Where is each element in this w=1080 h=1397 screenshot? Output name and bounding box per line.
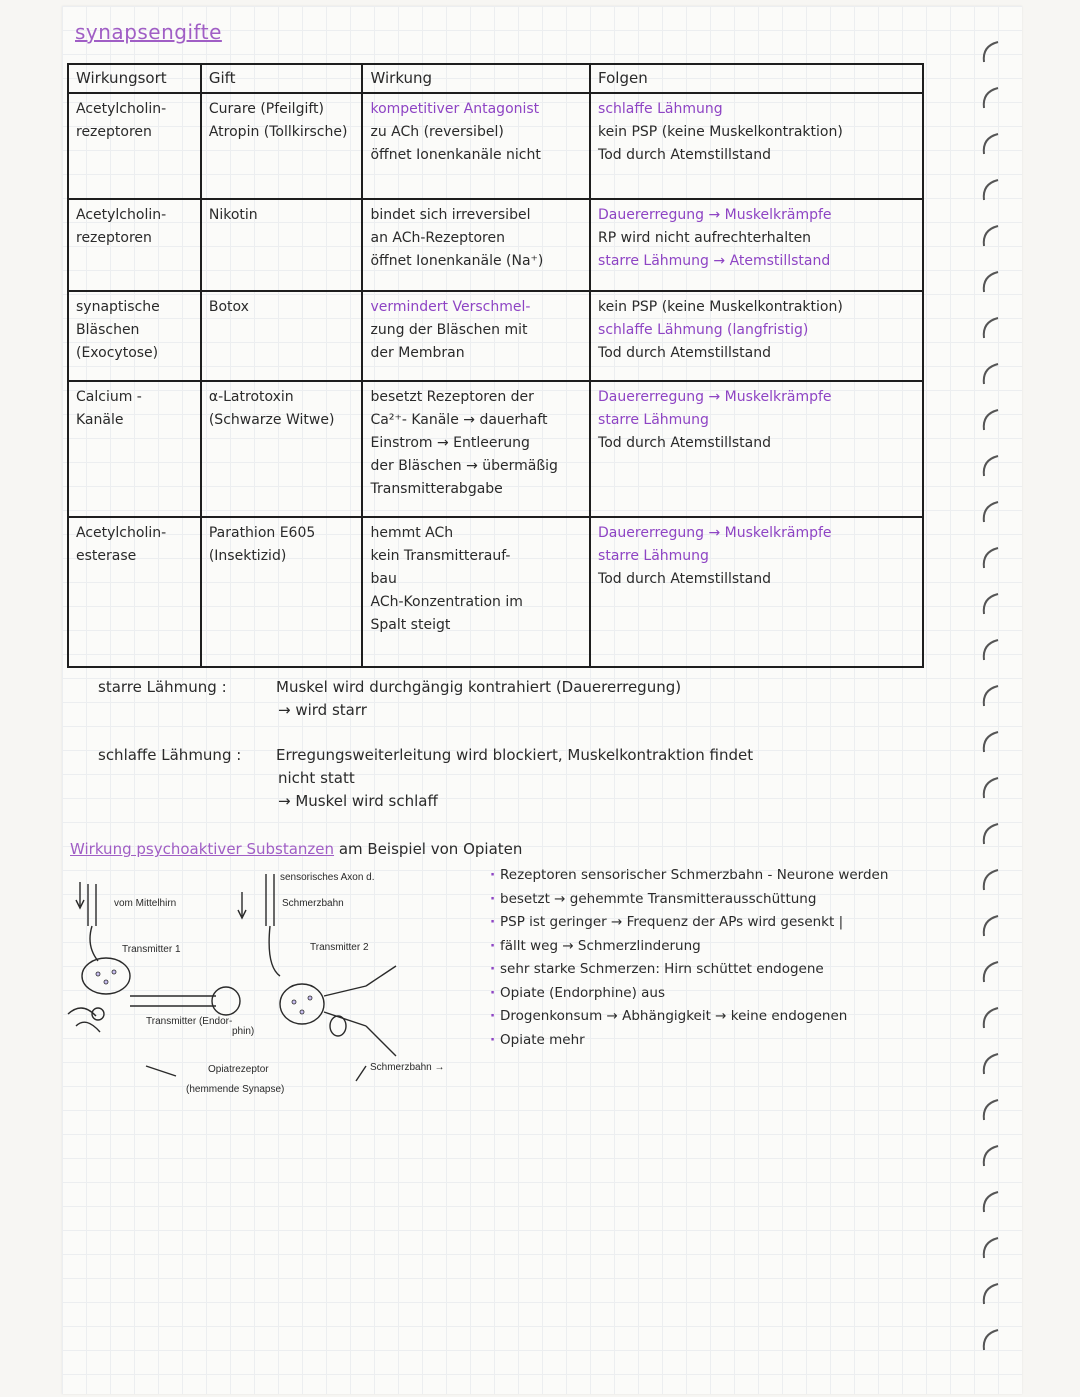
label-schmerzbahn-out: Schmerzbahn → (370, 1062, 445, 1073)
text-line: Dauererregung → Muskelkrämpfe (598, 525, 832, 541)
text-line: schlaffe Lähmung (langfristig) (598, 322, 809, 338)
text-line: α-Latrotoxin (208, 389, 294, 405)
section-heading-main: Wirkung psychoaktiver Substanzen (70, 840, 335, 858)
label-transmitter-1: Transmitter 1 (122, 944, 181, 955)
vesicle (300, 1010, 304, 1014)
cell-folgen (590, 381, 923, 517)
binder-ring (984, 1238, 998, 1258)
page-title: synapsengifte (75, 20, 222, 44)
binder-ring (984, 686, 998, 706)
table-row (68, 199, 923, 291)
cell-gift (201, 199, 363, 291)
definition-text: Erregungsweiterleitung wird blockiert, Muskelkontraktion findet (276, 746, 754, 764)
table-header-row (68, 64, 923, 93)
binder-ring (984, 870, 998, 890)
binder-ring (984, 1008, 998, 1028)
toxin-table (67, 63, 924, 668)
text-line: Calcium - (76, 389, 142, 405)
section-heading (70, 840, 522, 858)
label-transmitter-endorphin: Transmitter (Endor- (146, 1016, 233, 1027)
cell-gift (201, 291, 363, 381)
synaptic-knob-2 (212, 987, 240, 1015)
binder-ring (984, 410, 998, 430)
text-line: Spalt steigt (370, 617, 451, 633)
cell-wirkung (362, 291, 590, 381)
cell-ort (68, 199, 201, 291)
binder-rings (976, 30, 1006, 1390)
list-item: · Opiate (Endorphine) aus (490, 982, 990, 1006)
text-line: Tod durch Atemstillstand (598, 147, 771, 163)
cell-gift (201, 517, 363, 667)
axon-horizontal (130, 996, 216, 1006)
header-wirkungsort: Wirkungsort (68, 64, 201, 93)
cell-wirkung (362, 381, 590, 517)
text-line: hemmt ACh (370, 525, 454, 541)
text-line: Atropin (Tollkirsche) (208, 124, 348, 140)
binder-ring (984, 594, 998, 614)
cell-wirkung (362, 517, 590, 667)
binder-ring (984, 824, 998, 844)
binder-ring (984, 548, 998, 568)
definition-text: Muskel wird durchgängig kontrahiert (Dauererregung) (276, 678, 682, 696)
text-line: (Insektizid) (208, 548, 287, 564)
text-line: RP wird nicht aufrechterhalten (598, 230, 812, 246)
header-gift: Gift (201, 64, 363, 93)
text-line: (Exocytose) (76, 345, 159, 361)
text-line: Einstrom → Entleerung (370, 435, 530, 451)
text-line: öffnet Ionenkanäle (Na⁺) (370, 253, 544, 269)
binder-ring (984, 732, 998, 752)
text-line: Dauererregung → Muskelkrämpfe (598, 207, 832, 223)
text-line: ACh-Konzentration im (370, 594, 523, 610)
text-line: Bläschen (76, 322, 140, 338)
binder-ring (984, 1284, 998, 1304)
vesicle (112, 970, 116, 974)
definition-term: schlaffe Lähmung : (98, 746, 242, 764)
label-schmerzbahn: Schmerzbahn (282, 898, 344, 909)
text-line: Ca²⁺- Kanäle → dauerhaft (370, 412, 548, 428)
cell-ort (68, 381, 201, 517)
label-vom-mittelhirn: vom Mittelhirn (114, 898, 177, 909)
text-line: Tod durch Atemstillstand (598, 571, 771, 587)
text-line: rezeptoren (76, 124, 152, 140)
cell-gift (201, 381, 363, 517)
text-line: Curare (Pfeilgift) (208, 101, 324, 117)
text-line: Tod durch Atemstillstand (598, 435, 771, 451)
list-item: · PSP ist geringer → Frequenz der APs wird gesenkt | (490, 911, 990, 935)
binder-ring (984, 1054, 998, 1074)
synaptic-knob-3 (280, 984, 324, 1024)
synapse-diagram (66, 866, 486, 1106)
list-item: · besetzt → gehemmte Transmitterausschüttung (490, 888, 990, 912)
text-line: kein Transmitterauf- (370, 548, 511, 564)
axon-sensorisch (266, 874, 280, 976)
cell-wirkung (362, 199, 590, 291)
text-line: an ACh-Rezeptoren (370, 230, 505, 246)
cell-folgen (590, 517, 923, 667)
text-line: Acetylcholin- (76, 207, 167, 223)
list-item: · Opiate mehr (490, 1029, 990, 1053)
bullet-list (490, 864, 990, 1052)
dendrites (324, 966, 396, 1056)
label-sensorisches-axon: sensorisches Axon d. (280, 872, 375, 883)
binder-ring (984, 272, 998, 292)
text-line: starre Lähmung (598, 412, 709, 428)
header-folgen: Folgen (590, 64, 923, 93)
text-line: synaptische (76, 299, 160, 315)
text-line: (Schwarze Witwe) (208, 412, 335, 428)
text-line: bau (370, 571, 397, 587)
label-phin: phin) (232, 1026, 255, 1037)
cell-ort (68, 93, 201, 199)
text-line: schlaffe Lähmung (598, 101, 723, 117)
text-line: esterase (76, 548, 137, 564)
binder-ring (984, 962, 998, 982)
binder-ring (984, 456, 998, 476)
text-line: der Bläschen → übermäßig (370, 458, 558, 474)
text-line: zu ACh (reversibel) (370, 124, 504, 140)
text-line: zung der Bläschen mit (370, 322, 528, 338)
cell-folgen (590, 199, 923, 291)
synaptic-knob-1 (82, 958, 130, 994)
header-wirkung: Wirkung (362, 64, 590, 93)
text-line: kein PSP (keine Muskelkontraktion) (598, 299, 843, 315)
text-line: starre Lähmung (598, 548, 709, 564)
definitions (98, 676, 753, 813)
binder-ring (984, 42, 998, 62)
text-line: vermindert Verschmel- (370, 299, 531, 315)
vesicle (292, 1000, 296, 1004)
text-line: Nikotin (208, 207, 258, 223)
text-line: kein PSP (keine Muskelkontraktion) (598, 124, 843, 140)
list-item: · sehr starke Schmerzen: Hirn schüttet endogene (490, 958, 990, 982)
list-item: · Drogenkonsum → Abhängigkeit → keine endogenen (490, 1005, 990, 1029)
definition-cont: nicht statt (278, 769, 355, 787)
text-line: starre Lähmung → Atemstillstand (598, 253, 831, 269)
definition-cont: → Muskel wird schlaff (278, 792, 438, 810)
label-opiatrezeptor: Opiatrezeptor (208, 1064, 269, 1075)
definition-term: starre Lähmung : (98, 678, 227, 696)
binder-ring (984, 364, 998, 384)
table-row (68, 291, 923, 381)
label-hemmende-synapse: (hemmende Synapse) (186, 1084, 285, 1095)
binder-ring (984, 1146, 998, 1166)
cell-folgen (590, 93, 923, 199)
cell-ort (68, 517, 201, 667)
text-line: Transmitterabgabe (370, 481, 503, 497)
label-transmitter-2: Transmitter 2 (310, 942, 369, 953)
binder-ring (984, 318, 998, 338)
axon-mittelhirn (88, 884, 98, 961)
binder-ring (984, 1100, 998, 1120)
table-row (68, 93, 923, 199)
text-line: Acetylcholin- (76, 101, 167, 117)
definition-starr (98, 676, 753, 699)
binder-ring (984, 134, 998, 154)
vesicle (104, 980, 108, 984)
text-line: Botox (208, 299, 249, 315)
binder-ring (984, 916, 998, 936)
cell-wirkung (362, 93, 590, 199)
text-line: Dauererregung → Muskelkrämpfe (598, 389, 832, 405)
text-line: bindet sich irreversibel (370, 207, 531, 223)
definition-cont: → wird starr (278, 701, 367, 719)
binder-ring (984, 778, 998, 798)
text-line: besetzt Rezeptoren der (370, 389, 534, 405)
text-line: Kanäle (76, 412, 124, 428)
binder-ring (984, 88, 998, 108)
binder-ring (984, 502, 998, 522)
vesicle (308, 996, 312, 1000)
table-row (68, 381, 923, 517)
vesicle (96, 972, 100, 976)
text-line: der Membran (370, 345, 465, 361)
text-line: Acetylcholin- (76, 525, 167, 541)
binder-ring (984, 180, 998, 200)
cell-gift (201, 93, 363, 199)
text-line: Tod durch Atemstillstand (598, 345, 771, 361)
section-heading-suffix: am Beispiel von Opiaten (338, 840, 523, 858)
binder-ring (984, 1192, 998, 1212)
list-item: · Rezeptoren sensorischer Schmerzbahn - Neurone werden (490, 864, 990, 888)
list-item: · fällt weg → Schmerzlinderung (490, 935, 990, 959)
cell-folgen (590, 291, 923, 381)
definition-schlaff (98, 744, 753, 767)
cell-body (330, 1016, 346, 1036)
text-line: Parathion E605 (208, 525, 316, 541)
binder-ring (984, 1330, 998, 1350)
binder-ring (984, 640, 998, 660)
text-line: rezeptoren (76, 230, 152, 246)
binder-ring (984, 226, 998, 246)
cell-ort (68, 291, 201, 381)
text-line: öffnet Ionenkanäle nicht (370, 147, 541, 163)
text-line: kompetitiver Antagonist (370, 101, 540, 117)
table-row (68, 517, 923, 667)
